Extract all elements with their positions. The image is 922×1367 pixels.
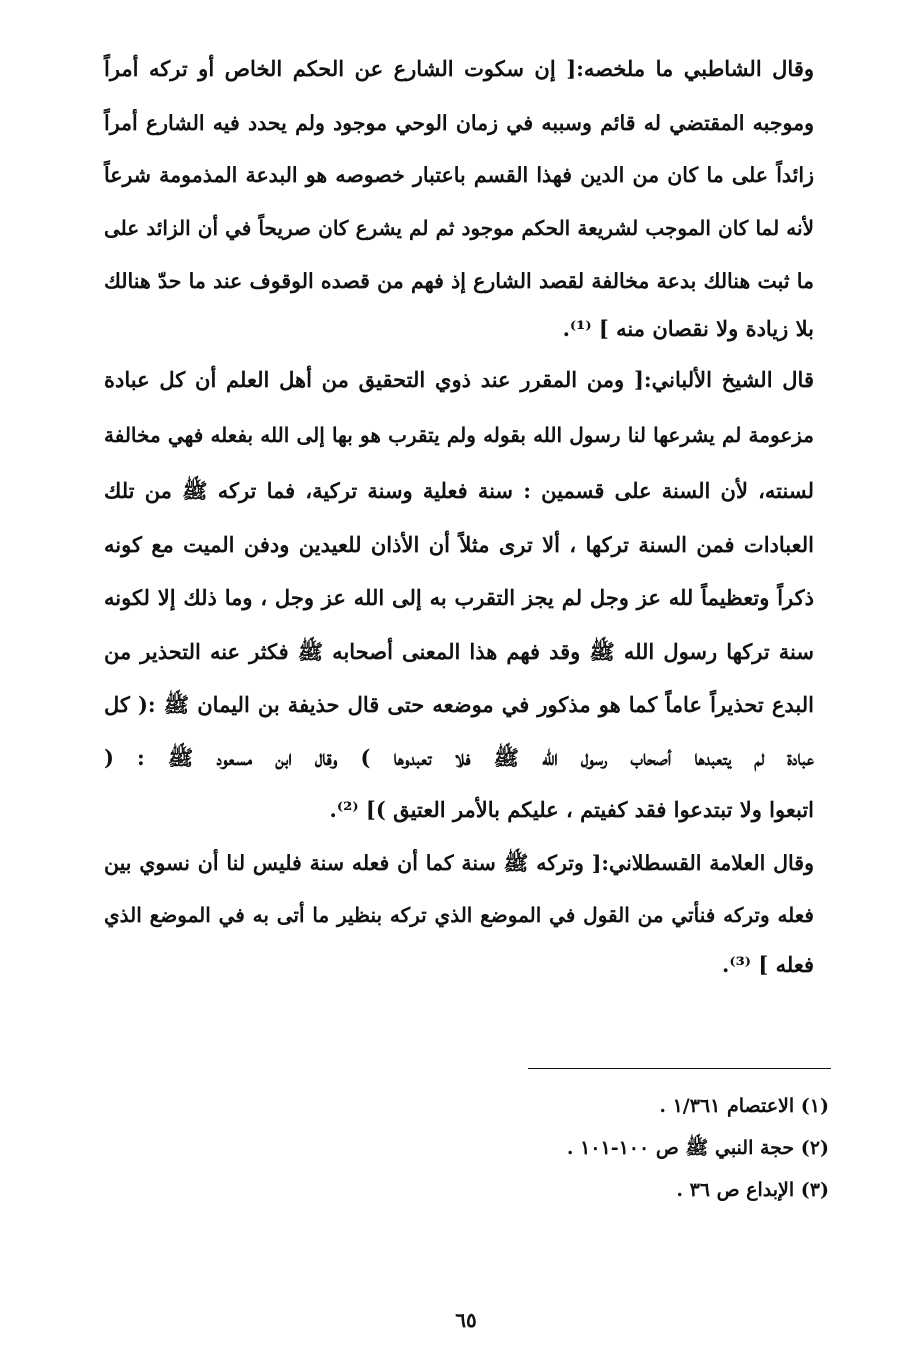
paragraph-1-line-5: ما ثبت هنالك بدعة مخالفة لقصد الشارع إذ فهم من قصده الوقوف عند ما حدّ هنالك <box>104 269 814 293</box>
paragraph-2-line-3: لسنته، لأن السنة على قسمين : سنة فعلية وسنة تركية، فما تركه ﷺ من تلك <box>104 478 814 503</box>
paragraph-3-line-3: فعله ] ⁽³⁾. <box>722 952 814 977</box>
paragraph-3-line-2: فعله وتركه فنأتي من القول في الموضع الذي تركه بنظير ما أتى به في الموضع الذي <box>104 903 814 927</box>
footnote-2: (٢) حجة النبي ﷺ ص ١٠٠-١٠١ . <box>566 1137 829 1159</box>
footnote-divider <box>528 1068 831 1069</box>
paragraph-2-line-5: ذكراً وتعظيماً لله عز وجل لم يجز التقرب به إلى الله عز وجل ، وما ذلك إلا لكونه <box>104 585 814 610</box>
footnote-3: (٣) الإبداع ص ٣٦ . <box>676 1179 829 1201</box>
paragraph-2-line-4: العبادات فمن السنة تركها ، ألا ترى مثلاً أن الأذان للعيدين ودفن الميت مع كونه <box>104 532 814 557</box>
page-number: ٦٥ <box>455 1308 477 1332</box>
paragraph-1-line-6: بلا زيادة ولا نقصان منه ] ⁽¹⁾. <box>562 316 814 341</box>
footnote-1: (١) الاعتصام ١/٣٦١ . <box>659 1095 829 1117</box>
paragraph-1-line-4: لأنه لما كان الموجب لشريعة الحكم موجود ثم لم يشرع كان صريحاً في أن الزائد على <box>104 216 814 240</box>
paragraph-1-line-1: وقال الشاطبي ما ملخصه:[ إن سكوت الشارع عن الحكم الخاص أو تركه أمراً <box>104 56 814 81</box>
paragraph-2-line-8: عبادة لم يتعبدها أصحاب رسول الله ﷺ فلا تعبدوها ) وقال ابن مسعود ﷺ : ( <box>104 745 814 770</box>
paragraph-2-line-7: البدع تحذيراً عاماً كما هو مذكور في موضعه حتى قال حذيفة بن اليمان ﷺ :( كل <box>104 692 814 717</box>
paragraph-1-line-3: زائداً على ما كان من الدين فهذا القسم باعتبار خصوصه هو البدعة المذمومة شرعاً <box>104 163 814 187</box>
paragraph-2-line-1: قال الشيخ الألباني:[ ومن المقرر عند ذوي التحقيق من أهل العلم أن كل عبادة <box>104 367 814 392</box>
paragraph-2-line-9: اتبعوا ولا تبتدعوا فقد كفيتم ، عليكم بالأمر العتيق )] ⁽²⁾. <box>329 797 814 822</box>
paragraph-3-line-1: وقال العلامة القسطلاني:[ وتركه ﷺ سنة كما أن فعله سنة فليس لنا أن نسوي بين <box>104 851 814 875</box>
paragraph-2-line-2: مزعومة لم يشرعها لنا رسول الله بقوله ولم يتقرب هو بها إلى الله بفعله فهي مخالفة <box>104 423 814 447</box>
paragraph-2-line-6: سنة تركها رسول الله ﷺ وقد فهم هذا المعنى أصحابه ﷺ فكثر عنه التحذير من <box>104 639 814 664</box>
paragraph-1-line-2: وموجبه المقتضي له قائم وسببه في زمان الوحي موجود ولم يحدد فيه الشارع أمراً <box>104 111 814 135</box>
